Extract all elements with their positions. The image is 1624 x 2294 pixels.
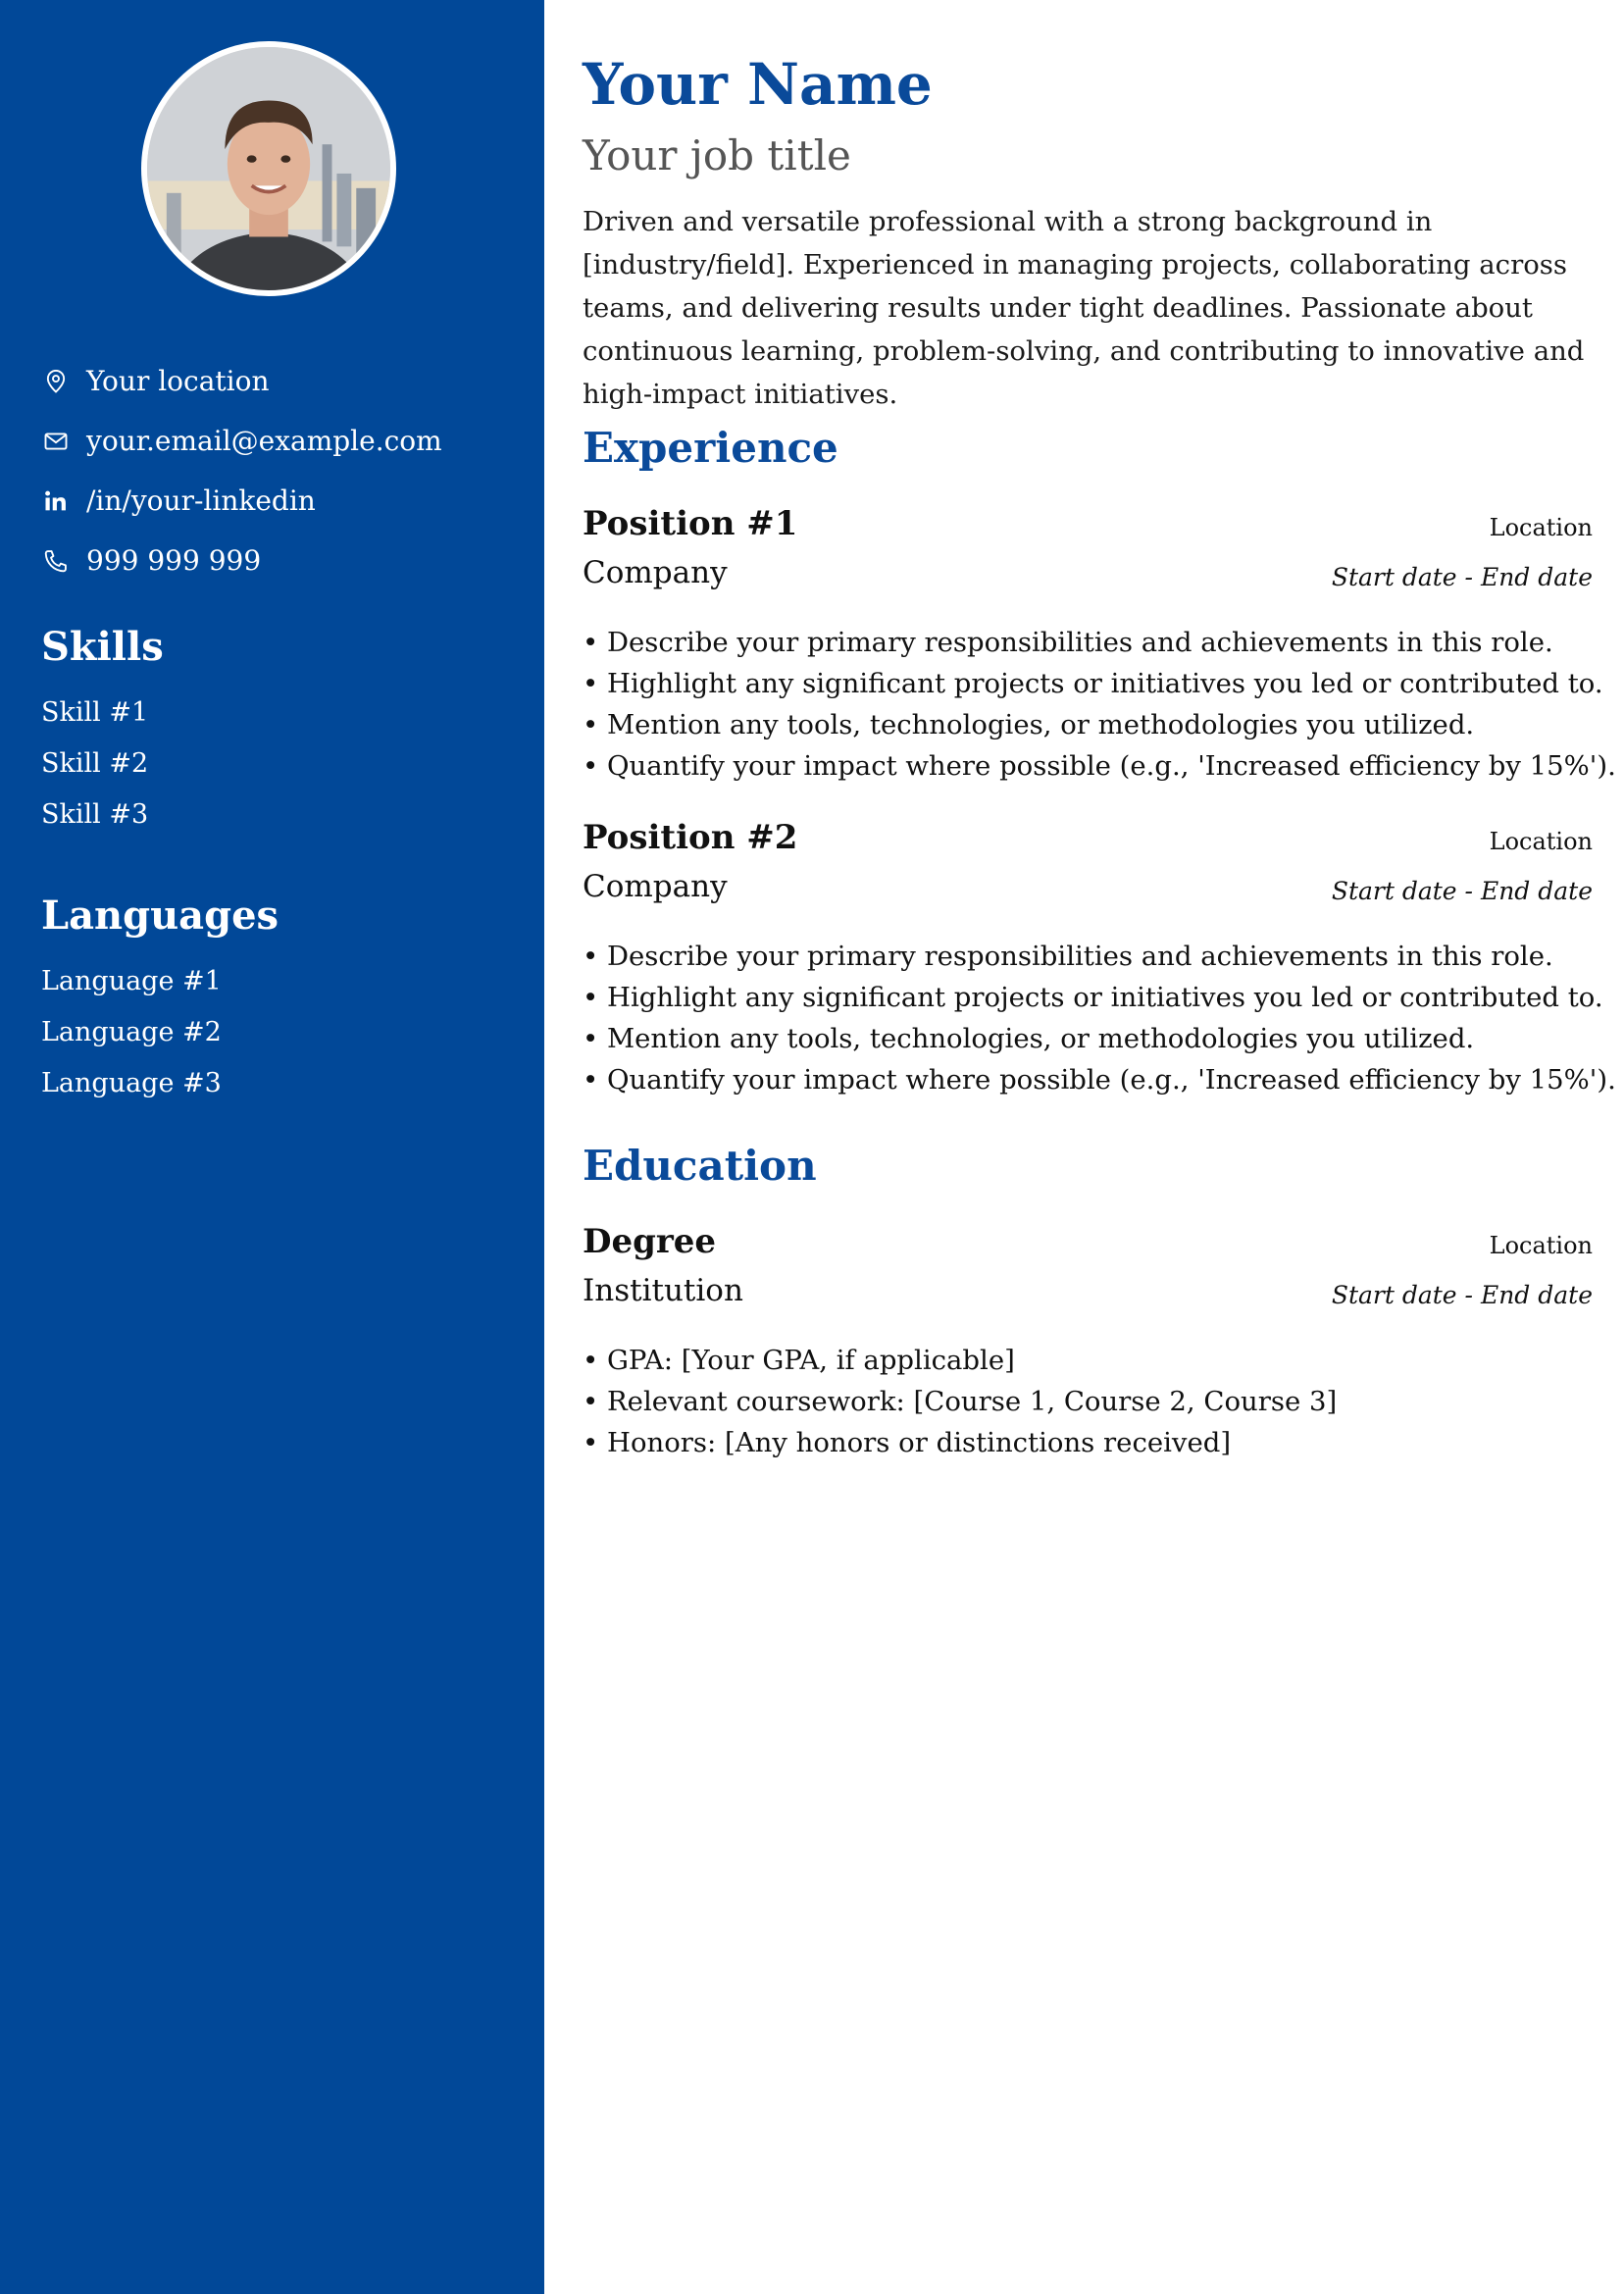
experience-entry-2: [583, 818, 1616, 1100]
phone-text: 999 999 999: [86, 544, 262, 577]
bullet-item: • Mention any tools, technologies, or methodologies you utilized.: [583, 709, 1475, 740]
skills-heading: Skills: [41, 624, 164, 670]
bullet-list: [583, 622, 1616, 787]
position-dates: Start date - End date: [1331, 877, 1593, 905]
education-heading: Education: [583, 1142, 817, 1190]
avatar: [141, 41, 396, 296]
experience-entry-1: [583, 504, 1616, 787]
experience-heading: Experience: [583, 424, 838, 472]
education-location: Location: [1489, 1232, 1593, 1259]
institution-name: Institution: [583, 1273, 743, 1308]
languages-heading: Languages: [41, 892, 279, 939]
skills-list: [41, 688, 532, 841]
bullet-item: • Mention any tools, technologies, or methodologies you utilized.: [583, 1023, 1475, 1054]
languages-section: [41, 892, 532, 1109]
position-title: Position #2: [583, 818, 798, 857]
position-dates: Start date - End date: [1331, 563, 1593, 591]
contact-linkedin[interactable]: [41, 471, 532, 531]
skill-item: Skill #2: [41, 748, 149, 779]
contact-location: [41, 351, 532, 411]
email-link[interactable]: your.email@example.com: [86, 425, 442, 457]
position-title: Position #1: [583, 504, 798, 543]
position-location: Location: [1489, 514, 1593, 541]
language-item: Language #1: [41, 966, 222, 996]
bullet-item: • Quantify your impact where possible (e.g., 'Increased efficiency by 15%').: [583, 1064, 1616, 1096]
skills-section: [41, 624, 532, 841]
degree-title: Degree: [583, 1222, 717, 1261]
linkedin-icon: [41, 486, 71, 516]
bullet-item: • Honors: [Any honors or distinctions received]: [583, 1427, 1232, 1458]
bullet-item: • Relevant coursework: [Course 1, Course 2, Course 3]: [583, 1386, 1338, 1417]
position-location: Location: [1489, 828, 1593, 855]
job-title: Your job title: [583, 131, 851, 179]
contact-phone: [41, 531, 532, 590]
company-name: Company: [583, 869, 728, 904]
language-item: Language #2: [41, 1017, 222, 1047]
skill-item: Skill #3: [41, 799, 149, 830]
sidebar: [0, 0, 544, 2294]
skill-item: Skill #1: [41, 697, 149, 728]
bullet-item: • GPA: [Your GPA, if applicable]: [583, 1345, 1015, 1376]
bullet-item: • Describe your primary responsibilities and achievements in this role.: [583, 941, 1553, 972]
envelope-icon: [41, 427, 71, 456]
location-pin-icon: [41, 367, 71, 396]
company-name: Company: [583, 555, 728, 590]
bullet-item: • Describe your primary responsibilities and achievements in this role.: [583, 627, 1553, 658]
profile-photo: [147, 47, 390, 290]
bullet-list: [583, 1340, 1593, 1463]
phone-icon: [41, 546, 71, 576]
summary-text: Driven and versatile professional with a strong background in [industry/field]. Experienced in managing projects, collaborating across teams, and delivering results under tight deadlines. Passionate about continuous learning, problem-solving, and contributing to innovative and high-impact initiatives.: [583, 206, 1585, 410]
languages-list: [41, 956, 532, 1109]
contact-list: [41, 351, 532, 590]
education-entry-1: [583, 1222, 1593, 1463]
bullet-item: • Highlight any significant projects or initiatives you led or contributed to.: [583, 982, 1603, 1013]
linkedin-link[interactable]: /in/your-linkedin: [86, 484, 316, 517]
bullet-item: • Highlight any significant projects or initiatives you led or contributed to.: [583, 668, 1603, 699]
person-name: Your Name: [583, 51, 933, 118]
language-item: Language #3: [41, 1068, 222, 1098]
contact-email[interactable]: [41, 411, 532, 471]
bullet-item: • Quantify your impact where possible (e.g., 'Increased efficiency by 15%').: [583, 750, 1616, 782]
bullet-list: [583, 936, 1616, 1100]
location-text: Your location: [86, 365, 270, 397]
education-dates: Start date - End date: [1331, 1281, 1593, 1309]
